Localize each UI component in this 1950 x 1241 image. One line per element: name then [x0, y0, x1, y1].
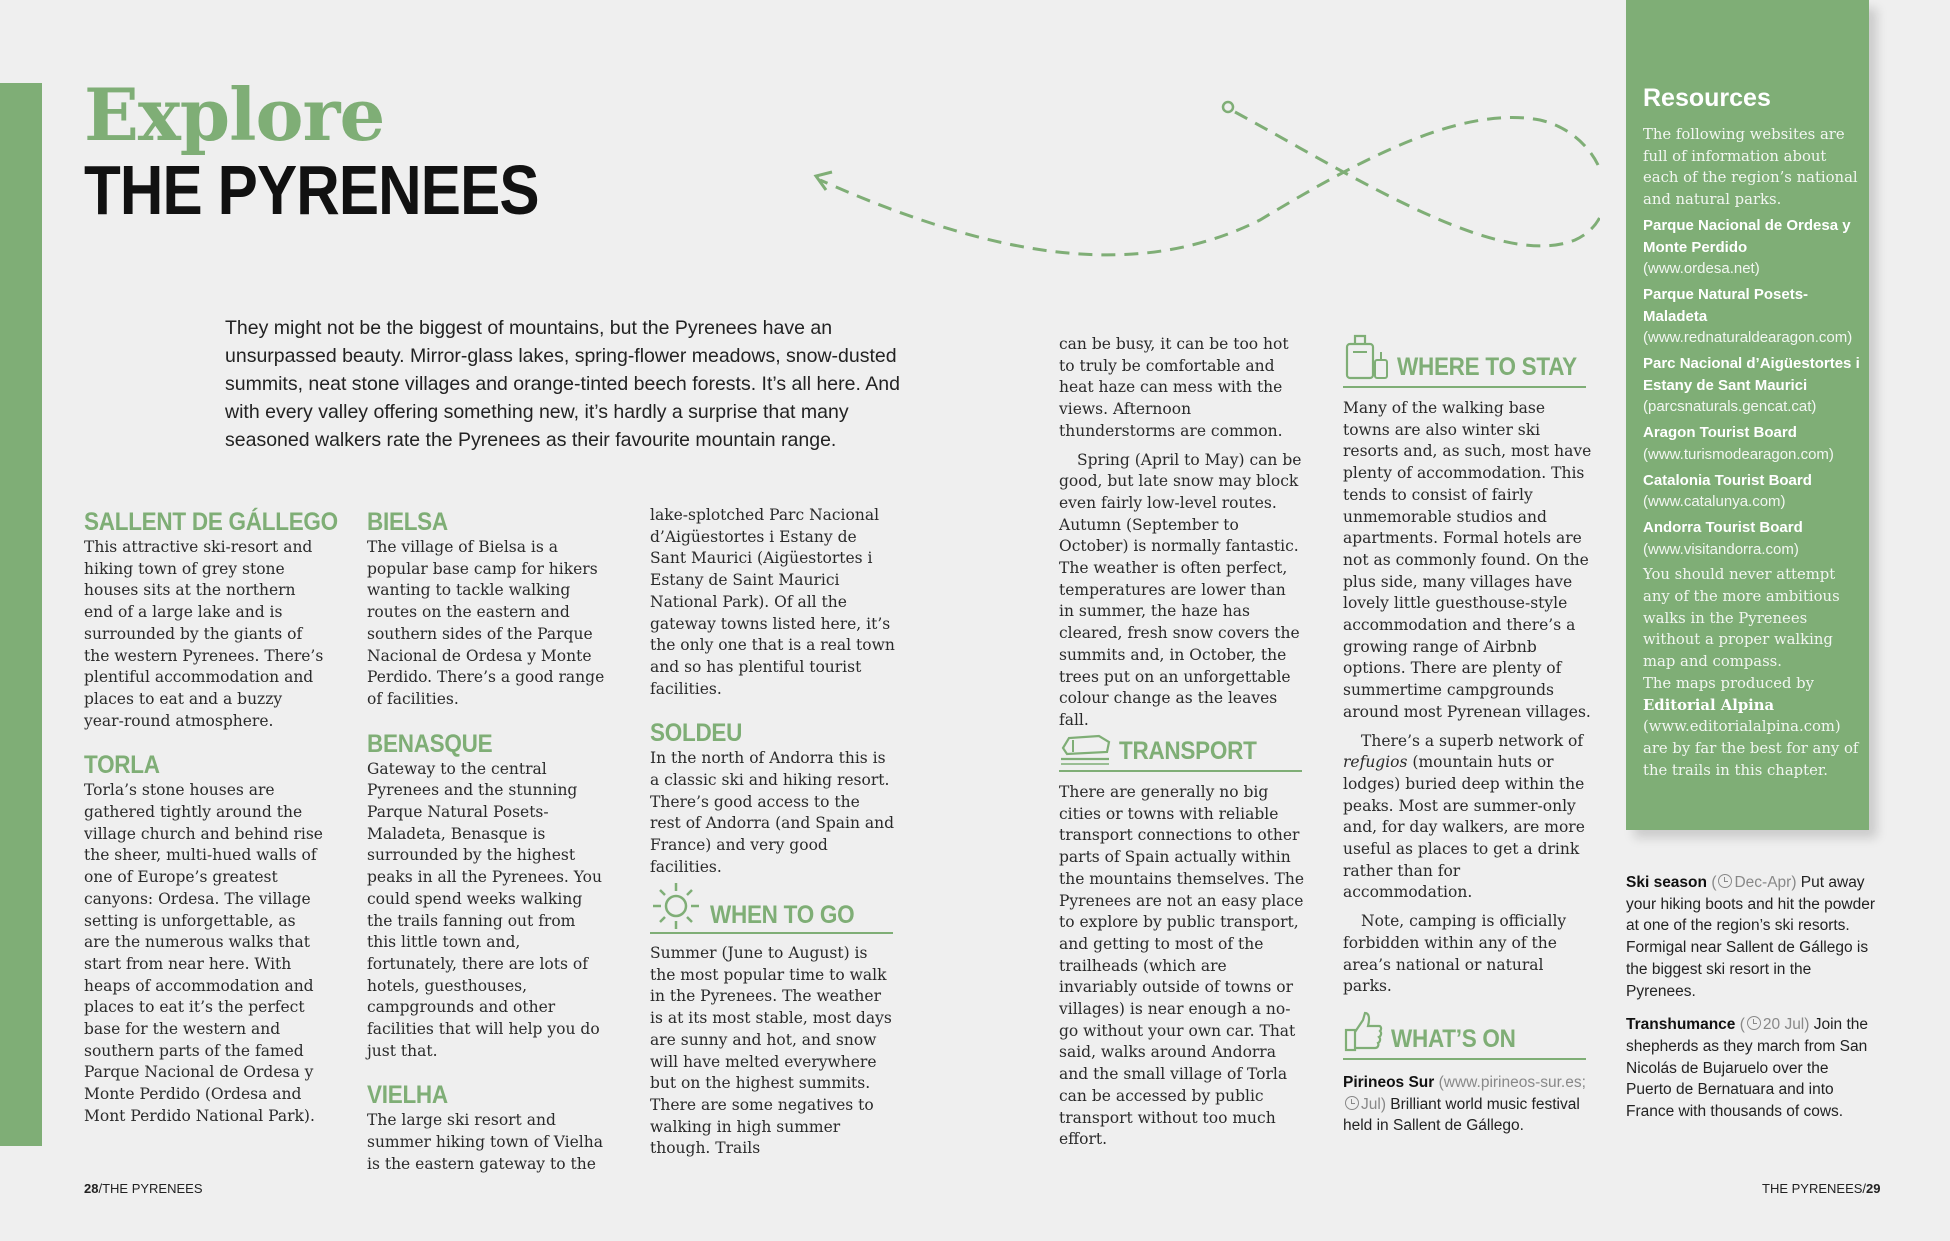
section-body-vielha-continued: lake-splotched Parc Nacional d’Aigüestortes i Estany de Sant Maurici (Aigüestortes i Estany de Saint Maurici National Park). Of all the gateway towns listed here, it’s the only one that is a real town and so has plentiful tourist facilities. — [650, 506, 895, 698]
section-title-benasque: BENASQUE — [367, 729, 493, 758]
whats-on-heading — [1343, 1010, 1530, 1054]
transport-heading — [1059, 726, 1272, 766]
resources-outro-2: The maps produced by Editorial Alpina (www.editorialalpina.com) are by far the best for any of the trails in this chapter. — [1643, 674, 1859, 779]
column-3-lower — [650, 943, 895, 1160]
intro-paragraph: They might not be the biggest of mountains, but the Pyrenees have an unsurpassed beauty. Mirror-glass lakes, spring-flower meadows, snow-dusted summits, neat stone villages and orange-tinted beech forests. It’s all here. And with every valley offering something new, it’s hardly a surprise that many seasoned walkers rate the Pyrenees as their favourite mountain range. — [225, 317, 900, 451]
where-to-stay-heading — [1343, 330, 1597, 382]
clock-icon — [1747, 1016, 1761, 1030]
resources-body — [1643, 124, 1861, 781]
resource-link[interactable]: Aragon Tourist Board (www.turismodearagon.com) — [1643, 424, 1834, 463]
section-title-transport: TRANSPORT — [1119, 737, 1257, 765]
events-list — [1626, 872, 1876, 1135]
event-transhumance: Transhumance ( 20 Jul) Join the shepherds as they march from San Nicolás de Bujaruelo over the Puerto de Bernatuara and into France with thousands of cows. — [1626, 1016, 1869, 1121]
section-body-torla: Torla’s stone houses are gathered tightly around the village church and behind rise the sheer, multi-hued walls of one of Europe’s greatest canyons: Ordesa. The village setting is unforgettable, as are the numerous walks that start from near here. With heaps of accommodation and places to eat it’s the perfect base for the western and southern parts of the famed Parque Nacional de Ordesa y Monte Perdido (Ordesa and Mont Perdido National Park). — [84, 781, 323, 1125]
whatson-rule — [1343, 1058, 1586, 1060]
section-body-stay-1: Many of the walking base towns are also winter ski resorts and, as such, most have plenty of accommodation. This tends to consist of fairly unmemorable studios and apartments. Formal hotels are not as commonly found. On the plus side, many villages have lovely little guesthouse-style accommodation and there’s a growing range of Airbnb options. There are plenty of summertime campgrounds around most Pyrenean villages. — [1343, 399, 1592, 721]
column-1 — [84, 507, 338, 1128]
section-body-when-continued-1: can be busy, it can be too hot to truly be comfortable and heat haze can mess with the views. Afternoon thunderstorms are common. — [1059, 335, 1289, 440]
section-body-stay-2: There’s a superb network of refugios (mountain huts or lodges) buried deep within the peaks. Most are summer-only and, for day walkers, are more useful as places to get a drink rather than for accommodation. — [1343, 731, 1585, 902]
section-title-torla: TORLA — [84, 751, 160, 780]
resources-sidebar — [1626, 0, 1869, 830]
section-title-sallent: SALLENT DE GÁLLEGO — [84, 508, 338, 536]
column-3 — [650, 505, 895, 879]
title-explore: Explore — [84, 72, 385, 157]
section-body-when-continued-2: Spring (April to May) can be good, but late snow may block even fairly low-level routes. Autumn (September to October) is normally fantastic. The weather is often perfect, temperatures are lower than in summer, the haze has cleared, fresh snow covers the summits and, in October, the trees put on an unforgettable colour change as the leaves fall. — [1059, 450, 1302, 729]
column-4-lower — [1059, 782, 1304, 1151]
clock-icon — [1718, 874, 1732, 888]
section-title-whatson: WHAT’S ON — [1391, 1025, 1516, 1053]
section-body-when: Summer (June to August) is the most popular time to walk in the Pyrenees. The weather is at its most stable, most days are sunny and hot, and snow will have melted everywhere but on the highest summits. There are some negatives to walking in high summer though. Trails — [650, 944, 892, 1158]
section-body-sallent: This attractive ski-resort and hiking town of grey stone houses sits at the northern end of a large lake and is surrounded by the giants of the western Pyrenees. There’s plentiful accommodation and places to eat and a buzzy year-round atmosphere. — [84, 538, 324, 730]
resources-title: Resources — [1643, 84, 1771, 112]
page-title: THE PYRENEES — [84, 151, 539, 229]
column-2 — [367, 507, 607, 1176]
clock-icon — [1345, 1096, 1359, 1110]
whats-on-event: Pirineos Sur (www.pirineos-sur.es; Jul) Brilliant world music festival held in Sallent de Gállego. — [1343, 1074, 1586, 1135]
section-body-vielha: The large ski resort and summer hiking town of Vielha is the eastern gateway to the — [367, 1111, 603, 1173]
dashed-flight-path-icon — [800, 90, 1600, 270]
sun-icon — [650, 880, 702, 930]
resource-link[interactable]: Parque Natural Posets-Maladeta (www.rednaturaldearagon.com) — [1643, 285, 1853, 347]
luggage-icon — [1343, 330, 1389, 382]
section-body-stay-3: Note, camping is officially forbidden within any of the area’s national or natural parks. — [1343, 912, 1567, 996]
column-5 — [1343, 398, 1593, 998]
thumbs-up-icon — [1343, 1010, 1383, 1054]
resource-link[interactable]: Parc Nacional d’Aigüestortes i Estany de Sant Maurici (parcsnaturals.gencat.cat) — [1643, 355, 1860, 416]
resource-link[interactable]: Andorra Tourist Board (www.visitandorra.com) — [1643, 518, 1803, 558]
left-accent-bar — [0, 83, 42, 1146]
resources-intro: The following websites are full of information about each of the region’s national and natural parks. — [1643, 126, 1858, 209]
stay-rule — [1343, 386, 1586, 388]
section-body-transport: There are generally no big cities or towns with reliable transport connections to other parts of Spain actually within the mountains themselves. The Pyrenees are not an easy place to explore by public transport, and getting to most of the trailheads (which are invariably outside of towns or villages) is near enough a no-go without your own car. That said, walks around Andorra and the small village of Torla can be accessed by public transport without too much effort. — [1059, 783, 1304, 1149]
section-body-bielsa: The village of Bielsa is a popular base camp for hikers wanting to tackle walking routes on the eastern and southern sides of the Parque Nacional de Ordesa y Monte Perdido. There’s a good range of facilities. — [367, 538, 605, 708]
footer-left: 28/THE PYRENEES — [84, 1181, 203, 1196]
section-title-bielsa: BIELSA — [367, 508, 448, 536]
resources-links — [1643, 215, 1861, 561]
section-title-when: WHEN TO GO — [710, 901, 855, 929]
resource-link[interactable]: Parque Nacional de Ordesa y Monte Perdido (www.ordesa.net) — [1643, 216, 1851, 278]
section-title-stay: WHERE TO STAY — [1397, 353, 1577, 381]
section-body-soldeu: In the north of Andorra this is a classic ski and hiking resort. There’s good access to the rest of Andorra (and Spain and France) and very good facilities. — [650, 749, 895, 876]
event-ski-season: Ski season ( Dec-Apr) Put away your hiking boots and hit the powder at one of the region’s ski resorts. Formigal near Sallent de Gállego is the biggest ski resort in the Pyrenees. — [1626, 874, 1876, 1000]
resource-link[interactable]: Catalonia Tourist Board (www.catalunya.com) — [1643, 471, 1812, 511]
section-body-benasque: Gateway to the central Pyrenees and the stunning Parque Natural Posets-Maladeta, Benasque is surrounded by the highest peaks in all the Pyrenees. You could spend weeks walking the trails fanning out from this little town and, fortunately, there are lots of hotels, guesthouses, campgrounds and other facilities that will help you do just that. — [367, 759, 602, 1060]
bus-icon — [1059, 726, 1111, 766]
section-title-soldeu: SOLDEU — [650, 719, 743, 748]
when-to-go-heading — [650, 880, 870, 930]
transport-rule — [1059, 770, 1302, 772]
section-title-vielha: VIELHA — [367, 1081, 448, 1110]
footer-right: THE PYRENEES/29 — [1762, 1181, 1881, 1196]
when-rule — [650, 932, 893, 934]
column-4 — [1059, 334, 1304, 732]
resources-outro-1: You should never attempt any of the more ambitious walks in the Pyrenees without a proper walking map and compass. — [1643, 566, 1840, 671]
